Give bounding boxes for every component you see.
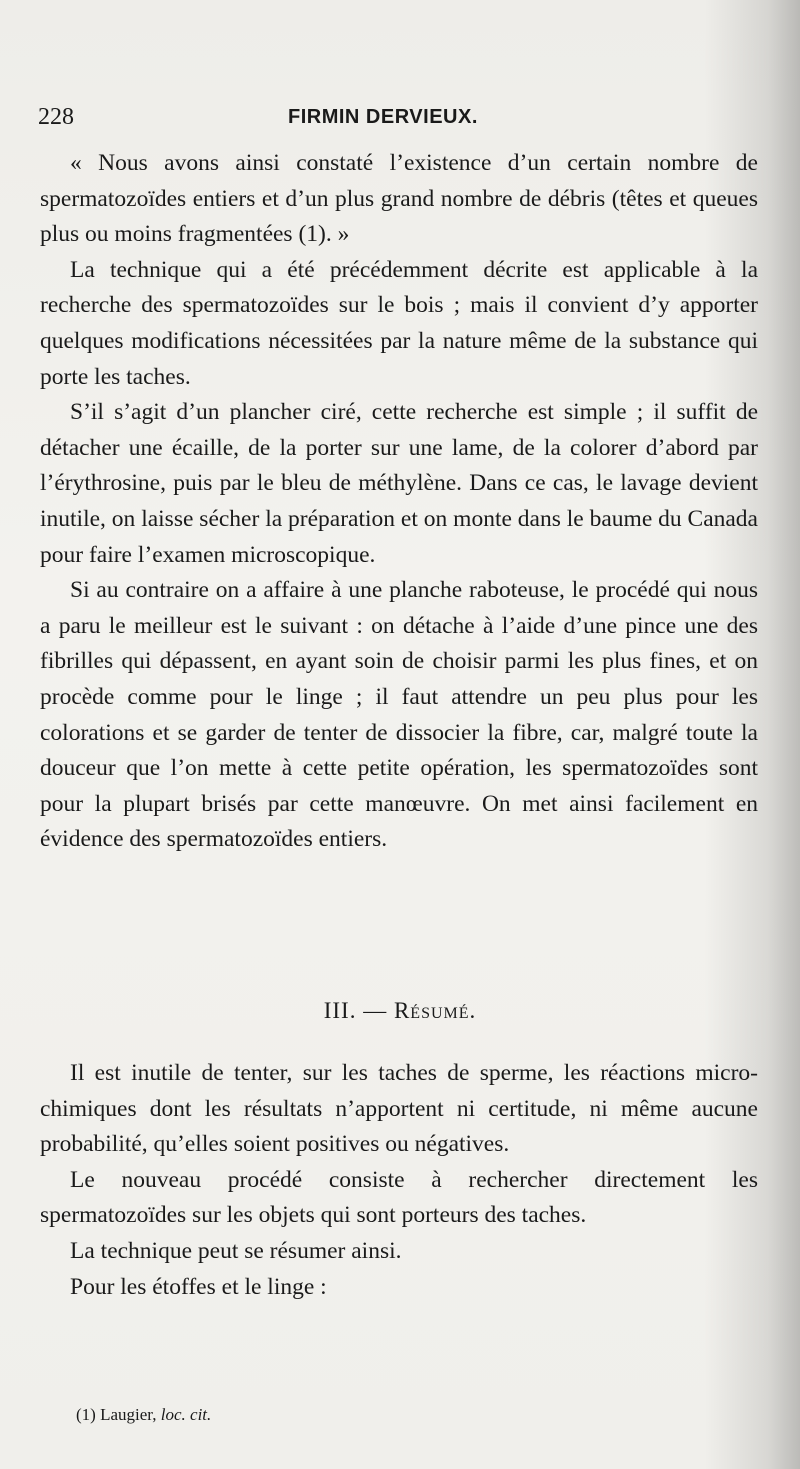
- footnote-marker: (1): [76, 1405, 96, 1424]
- paragraph-waxed-floor: S’il s’agit d’un plancher ciré, cette recherche est simple ; il suffit de détacher une écaille, de la porter sur une lame, de la colorer d’abord par l’érythrosine, puis par le bleu de méthylène. Dans ce cas, le lavage devient inutile, on laisse sécher la préparation et on monte dans le baume du Canada pour faire l’examen microscopique.: [40, 399, 758, 568]
- paragraph-summary-2: Le nouveau procédé consiste à rechercher directement les spermatozoïdes sur les objets qui sont porteurs des taches.: [40, 1166, 758, 1229]
- paragraph-summary-1: Il est inutile de tenter, sur les taches de sperme, les réactions micro-chimiques dont les résultats n’apportent ni certitude, ni même aucune probabilité, qu’elles soient positives ou négatives.: [40, 1060, 758, 1158]
- footnote-ref: loc. cit.: [160, 1405, 212, 1424]
- footnote: [76, 1405, 211, 1425]
- main-text: [40, 146, 758, 858]
- paragraph-rough-plank: Si au contraire on a affaire à une planche raboteuse, le procédé qui nous a paru le meilleur est le suivant : on détache à l’aide d’une pince une des fibrilles qui dépassent, en ayant soin de choisir parmi les plus fines, et on procède comme pour le linge ; il faut attendre un peu plus pour les colorations et se garder de tenter de dissocier la fibre, car, malgré toute la douceur que l’on mette à cette petite opération, les spermatozoïdes sont pour la plupart brisés par cette manœuvre. On met ainsi facilement en évidence des spermatozoïdes entiers.: [40, 577, 758, 853]
- section-heading: [0, 998, 800, 1024]
- summary-text: [40, 1056, 758, 1305]
- paragraph-summary-3: La technique peut se résumer ainsi.: [70, 1237, 402, 1264]
- section-number: III. —: [323, 998, 388, 1023]
- paragraph-summary-4: Pour les étoffes et le linge :: [70, 1273, 327, 1300]
- section-title: Résumé.: [393, 998, 477, 1023]
- running-head: FIRMIN DERVIEUX.: [288, 106, 478, 128]
- page-header: [38, 104, 758, 134]
- footnote-author: Laugier,: [100, 1405, 157, 1424]
- page-number: 228: [38, 104, 74, 130]
- paragraph-quote: « Nous avons ainsi constaté l’existence d’un certain nombre de spermatozoïdes entiers et d’un plus grand nombre de débris (têtes et queues plus ou moins fragmentées (1). »: [40, 150, 758, 248]
- paragraph-wood: La technique qui a été précédemment décrite est applicable à la recherche des spermatozoïdes sur le bois ; mais il convient d’y apporter quelques modifications nécessitées par la nature même de la substance qui porte les taches.: [40, 256, 758, 390]
